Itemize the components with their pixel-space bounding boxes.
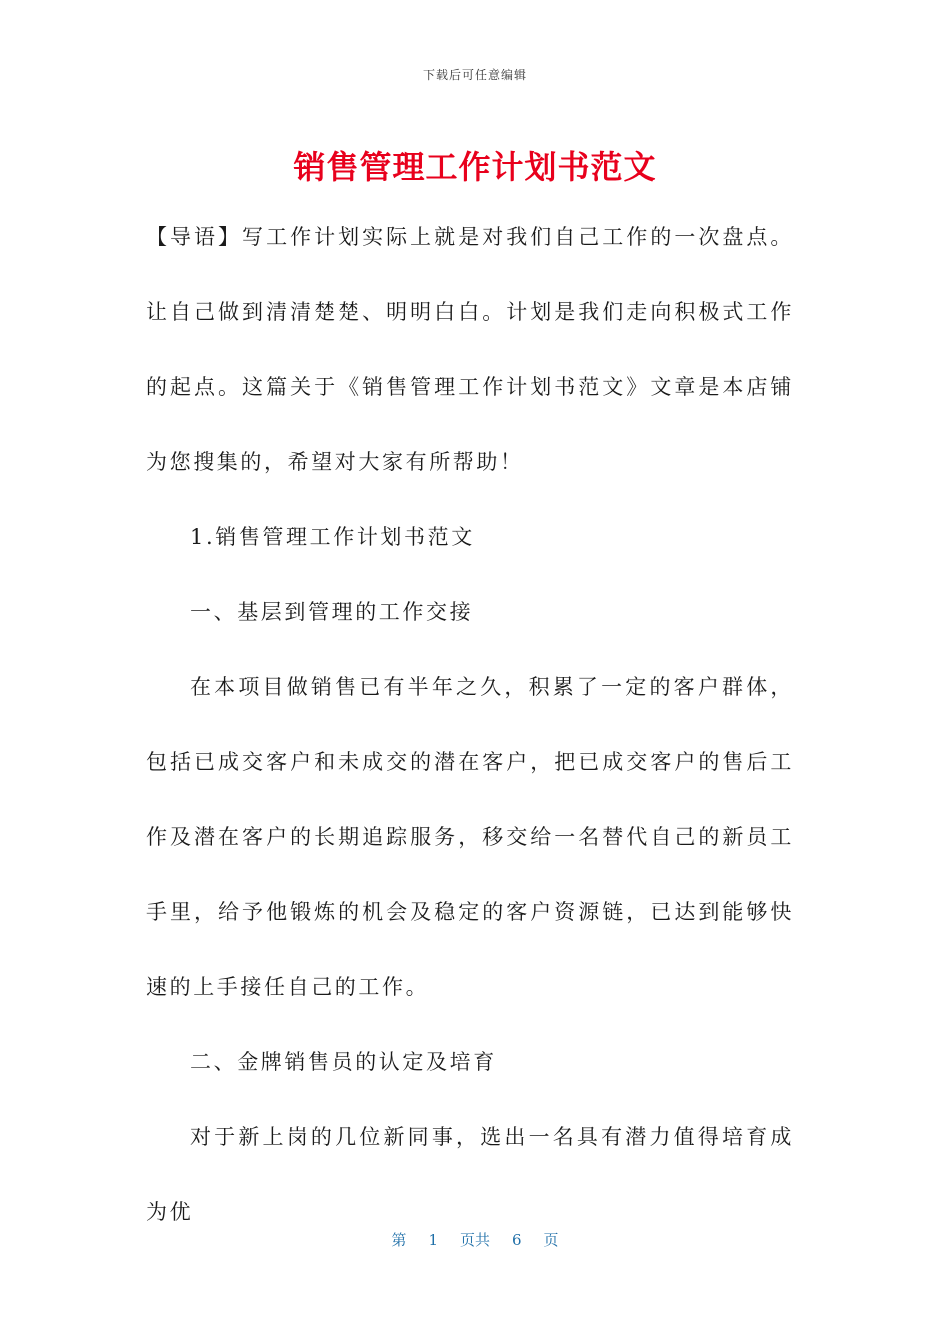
page-footer <box>0 1229 950 1250</box>
total-page-count: 6 <box>512 1231 522 1249</box>
header-note: 下载后可任意编辑 <box>422 68 527 82</box>
subsection-heading-2: 二、金牌销售员的认定及培育 <box>190 1050 497 1074</box>
current-page-number: 1 <box>428 1231 438 1249</box>
intro-paragraph: 【导语】写工作计划实际上就是对我们自己工作的一次盘点。让自己做到清清楚楚、明明白白。计划是我们走向积极式工作的起点。这篇关于《销售管理工作计划书范文》文章是本店铺为您搜集的，希望对大家有所帮助！ <box>146 225 794 474</box>
body-paragraph-2: 对于新上岗的几位新同事，选出一名具有潜力值得培育成为优 <box>146 1125 794 1224</box>
document-body <box>146 200 794 1250</box>
section-heading-1: 1.销售管理工作计划书范文 <box>190 525 475 549</box>
document-title: 销售管理工作计划书范文 <box>293 148 657 186</box>
footer-middle: 页共 <box>459 1231 490 1249</box>
subsection-heading-1: 一、基层到管理的工作交接 <box>190 600 474 624</box>
footer-suffix: 页 <box>543 1231 559 1249</box>
footer-prefix: 第 <box>391 1231 407 1249</box>
body-paragraph-1: 在本项目做销售已有半年之久，积累了一定的客户群体，包括已成交客户和未成交的潜在客户，把已成交客户的售后工作及潜在客户的长期追踪服务，移交给一名替代自己的新员工手里，给予他锻炼的机会及稳定的客户资源链，已达到能够快速的上手接任自己的工作。 <box>146 675 794 999</box>
